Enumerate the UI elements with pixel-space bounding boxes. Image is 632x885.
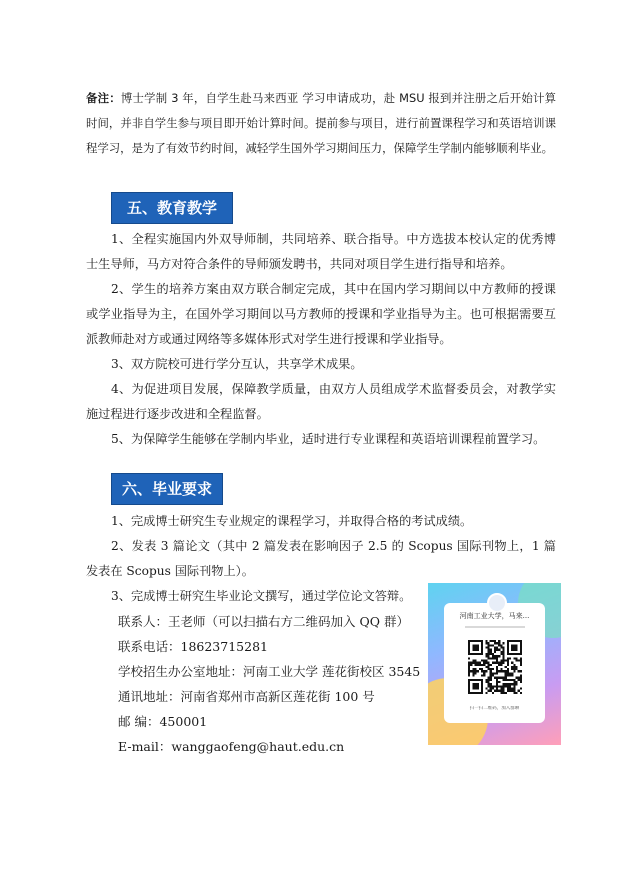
graduation-item-3: 3、完成博士研究生毕业论文撰写，通过学位论文答辩。 <box>111 589 412 603</box>
teaching-item-5: 5、为保障学生能够在学制内毕业，适时进行专业课程和英语培训课程前置学习。 <box>111 432 546 446</box>
teaching-item-4: 4、为促进项目发展，保障教学质量，由双方人员组成学术监督委员会，对教学实施过程进行逐步改进和全程监督。 <box>86 382 556 421</box>
group-avatar <box>487 593 507 613</box>
qr-group-title: 河南工业大学，马来... <box>459 612 530 620</box>
note-paragraph <box>86 86 556 161</box>
contact-phone: 联系电话：18623715281 <box>118 639 268 654</box>
teaching-item-2: 2、学生的培养方案由双方联合制定完成，其中在国内学习期间以中方教师的授课或学业指导为主，在国外学习期间以马方教师的授课和学业指导为主。也可根据需要互派教师赴对方或通过网络等多媒体形式对学生进行授课和学业指导。 <box>86 282 556 346</box>
qr-panel <box>444 603 545 723</box>
teaching-item-1: 1、全程实施国内外双导师制，共同培养、联合指导。中方选拔本校认定的优秀博士生导师，马方对符合条件的导师颁发聘书，共同对项目学生进行指导和培养。 <box>86 232 556 271</box>
contact-address: 通讯地址：河南省郑州市高新区莲花街 100 号 <box>118 689 375 704</box>
contact-postcode: 邮 编：450001 <box>118 714 208 729</box>
qr-code[interactable] <box>468 640 522 694</box>
qq-group-qr-card <box>428 583 561 745</box>
qr-footer: 扫一扫二维码，加入群聊 <box>469 706 520 711</box>
contact-email: E-mail：wanggaofeng@haut.edu.cn <box>118 739 345 754</box>
graduation-item-2: 2、发表 3 篇论文（其中 2 篇发表在影响因子 2.5 的 Scopus 国际刊物上，1 篇发表在 Scopus 国际刊物上）。 <box>86 539 556 578</box>
contact-office: 学校招生办公室地址：河南工业大学 莲花街校区 3545 <box>118 664 421 679</box>
note-label: 备注： <box>86 91 121 105</box>
section-heading-graduation: 六、毕业要求 <box>111 473 223 505</box>
qr-subtitle-placeholder <box>448 626 541 629</box>
section-heading-teaching: 五、教育教学 <box>111 192 233 224</box>
teaching-item-3: 3、双方院校可进行学分互认，共享学术成果。 <box>111 357 363 371</box>
contact-person: 联系人：王老师（可以扫描右方二维码加入 QQ 群） <box>118 614 409 629</box>
note-text: 博士学制 3 年，自学生赴马来西亚 学习申请成功，赴 MSU 报到并注册之后开始计算时间，并非自学生参与项目即开始计算时间。提前参与项目，进行前置课程学习和英语培训课程学习，是为了有效节约时间，减轻学生国外学习期间压力，保障学生学制内能够顺利毕业。 <box>86 91 556 155</box>
graduation-item-1: 1、完成博士研究生专业规定的课程学习，并取得合格的考试成绩。 <box>111 514 473 528</box>
qq-logo-icon <box>480 710 510 718</box>
